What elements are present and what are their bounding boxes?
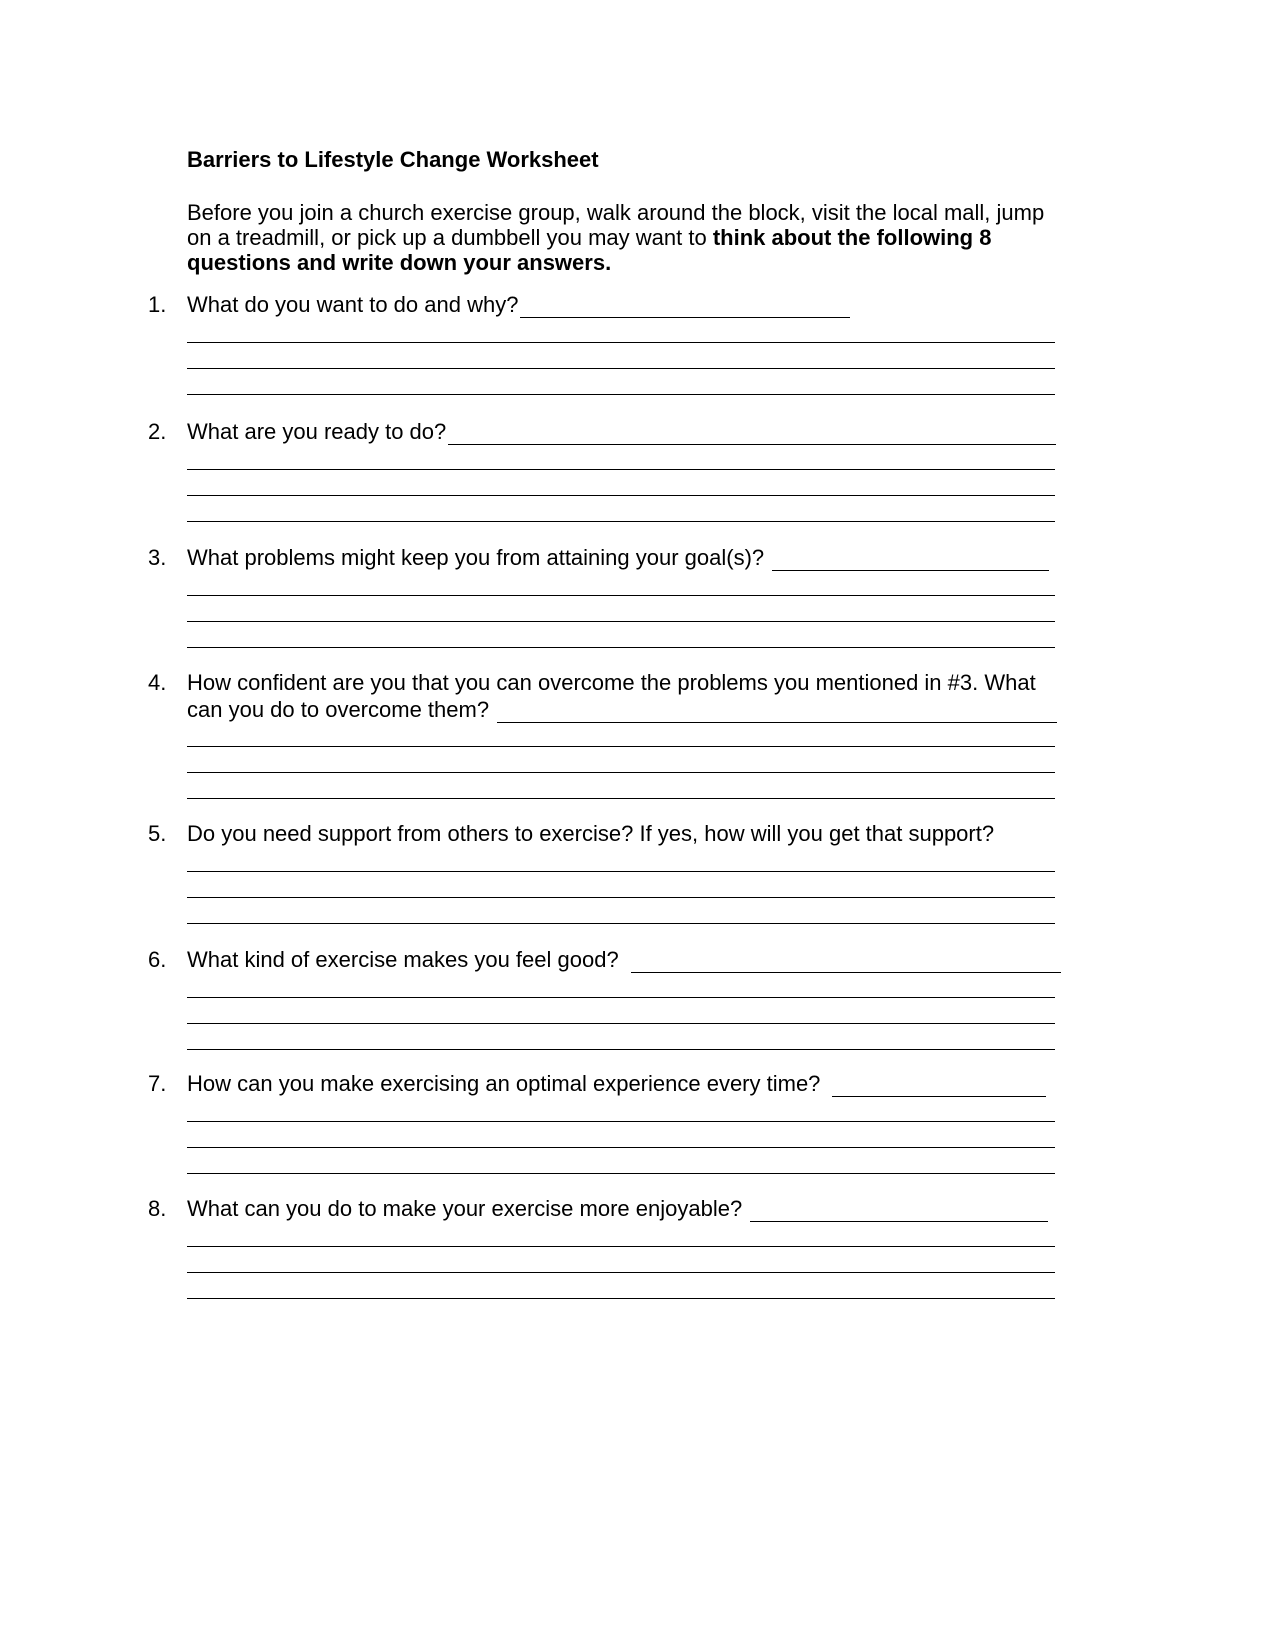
answer-line[interactable]	[187, 1246, 1055, 1247]
question-1	[0, 291, 1275, 318]
answer-line[interactable]	[187, 368, 1055, 369]
intro-line-3	[187, 250, 1087, 275]
answer-line[interactable]	[187, 746, 1055, 747]
answer-line[interactable]	[187, 997, 1055, 998]
answer-blank[interactable]	[772, 549, 1049, 571]
answer-blank[interactable]	[631, 951, 1061, 973]
answer-line[interactable]	[187, 1298, 1055, 1299]
question-text: How can you make exercising an optimal experience every time?	[187, 1071, 821, 1096]
intro-line-3-bold: questions and write down your answers.	[187, 250, 612, 275]
question-number: 8.	[148, 1196, 167, 1221]
question-text-continued: can you do to overcome them?	[187, 697, 490, 722]
question-number: 7.	[148, 1071, 167, 1096]
question-text: What problems might keep you from attaining your goal(s)?	[187, 545, 765, 570]
answer-blank[interactable]	[832, 1075, 1046, 1097]
answer-line[interactable]	[187, 1023, 1055, 1024]
intro-line-1: Before you join a church exercise group, walk around the block, visit the local mall, jump	[187, 200, 1045, 225]
answer-blank[interactable]	[520, 296, 850, 318]
answer-line[interactable]	[187, 798, 1055, 799]
intro-line-2	[187, 225, 1087, 250]
answer-line[interactable]	[187, 342, 1055, 343]
answer-line[interactable]	[187, 871, 1055, 872]
question-4	[0, 669, 1275, 723]
answer-blank[interactable]	[497, 701, 1057, 723]
worksheet-title: Barriers to Lifestyle Change Worksheet	[187, 147, 599, 172]
answer-line[interactable]	[187, 595, 1055, 596]
intro-line-2-plain: on a treadmill, or pick up a dumbbell you may want to	[187, 225, 713, 250]
answer-blank[interactable]	[448, 423, 1056, 445]
answer-line[interactable]	[187, 394, 1055, 395]
question-text: How confident are you that you can overcome the problems you mentioned in #3. What	[187, 670, 1036, 695]
question-3	[0, 544, 1275, 571]
question-number: 4.	[148, 670, 167, 695]
answer-line[interactable]	[187, 923, 1055, 924]
question-text: Do you need support from others to exercise? If yes, how will you get that support?	[187, 821, 995, 846]
answer-line[interactable]	[187, 1121, 1055, 1122]
answer-line[interactable]	[187, 1173, 1055, 1174]
answer-blank[interactable]	[750, 1200, 1048, 1222]
question-text: What kind of exercise makes you feel good?	[187, 947, 619, 972]
question-number: 6.	[148, 947, 167, 972]
answer-line[interactable]	[187, 647, 1055, 648]
question-5	[0, 820, 1275, 847]
answer-line[interactable]	[187, 772, 1055, 773]
intro-line-2-bold: think about the following 8	[712, 225, 992, 250]
answer-line[interactable]	[187, 1272, 1055, 1273]
answer-line[interactable]	[187, 521, 1055, 522]
question-text: What do you want to do and why?	[187, 292, 519, 317]
question-number: 2.	[148, 419, 167, 444]
answer-line[interactable]	[187, 897, 1055, 898]
question-6	[0, 946, 1275, 973]
question-2	[0, 418, 1275, 445]
answer-line[interactable]	[187, 495, 1055, 496]
question-7	[0, 1070, 1275, 1097]
question-text: What can you do to make your exercise more enjoyable?	[187, 1196, 743, 1221]
intro-paragraph	[187, 200, 1087, 275]
answer-line[interactable]	[187, 621, 1055, 622]
question-number: 5.	[148, 821, 167, 846]
question-number: 3.	[148, 545, 167, 570]
answer-line[interactable]	[187, 1147, 1055, 1148]
answer-line[interactable]	[187, 469, 1055, 470]
question-text: What are you ready to do?	[187, 419, 447, 444]
question-number: 1.	[148, 292, 167, 317]
question-8	[0, 1195, 1275, 1222]
answer-line[interactable]	[187, 1049, 1055, 1050]
